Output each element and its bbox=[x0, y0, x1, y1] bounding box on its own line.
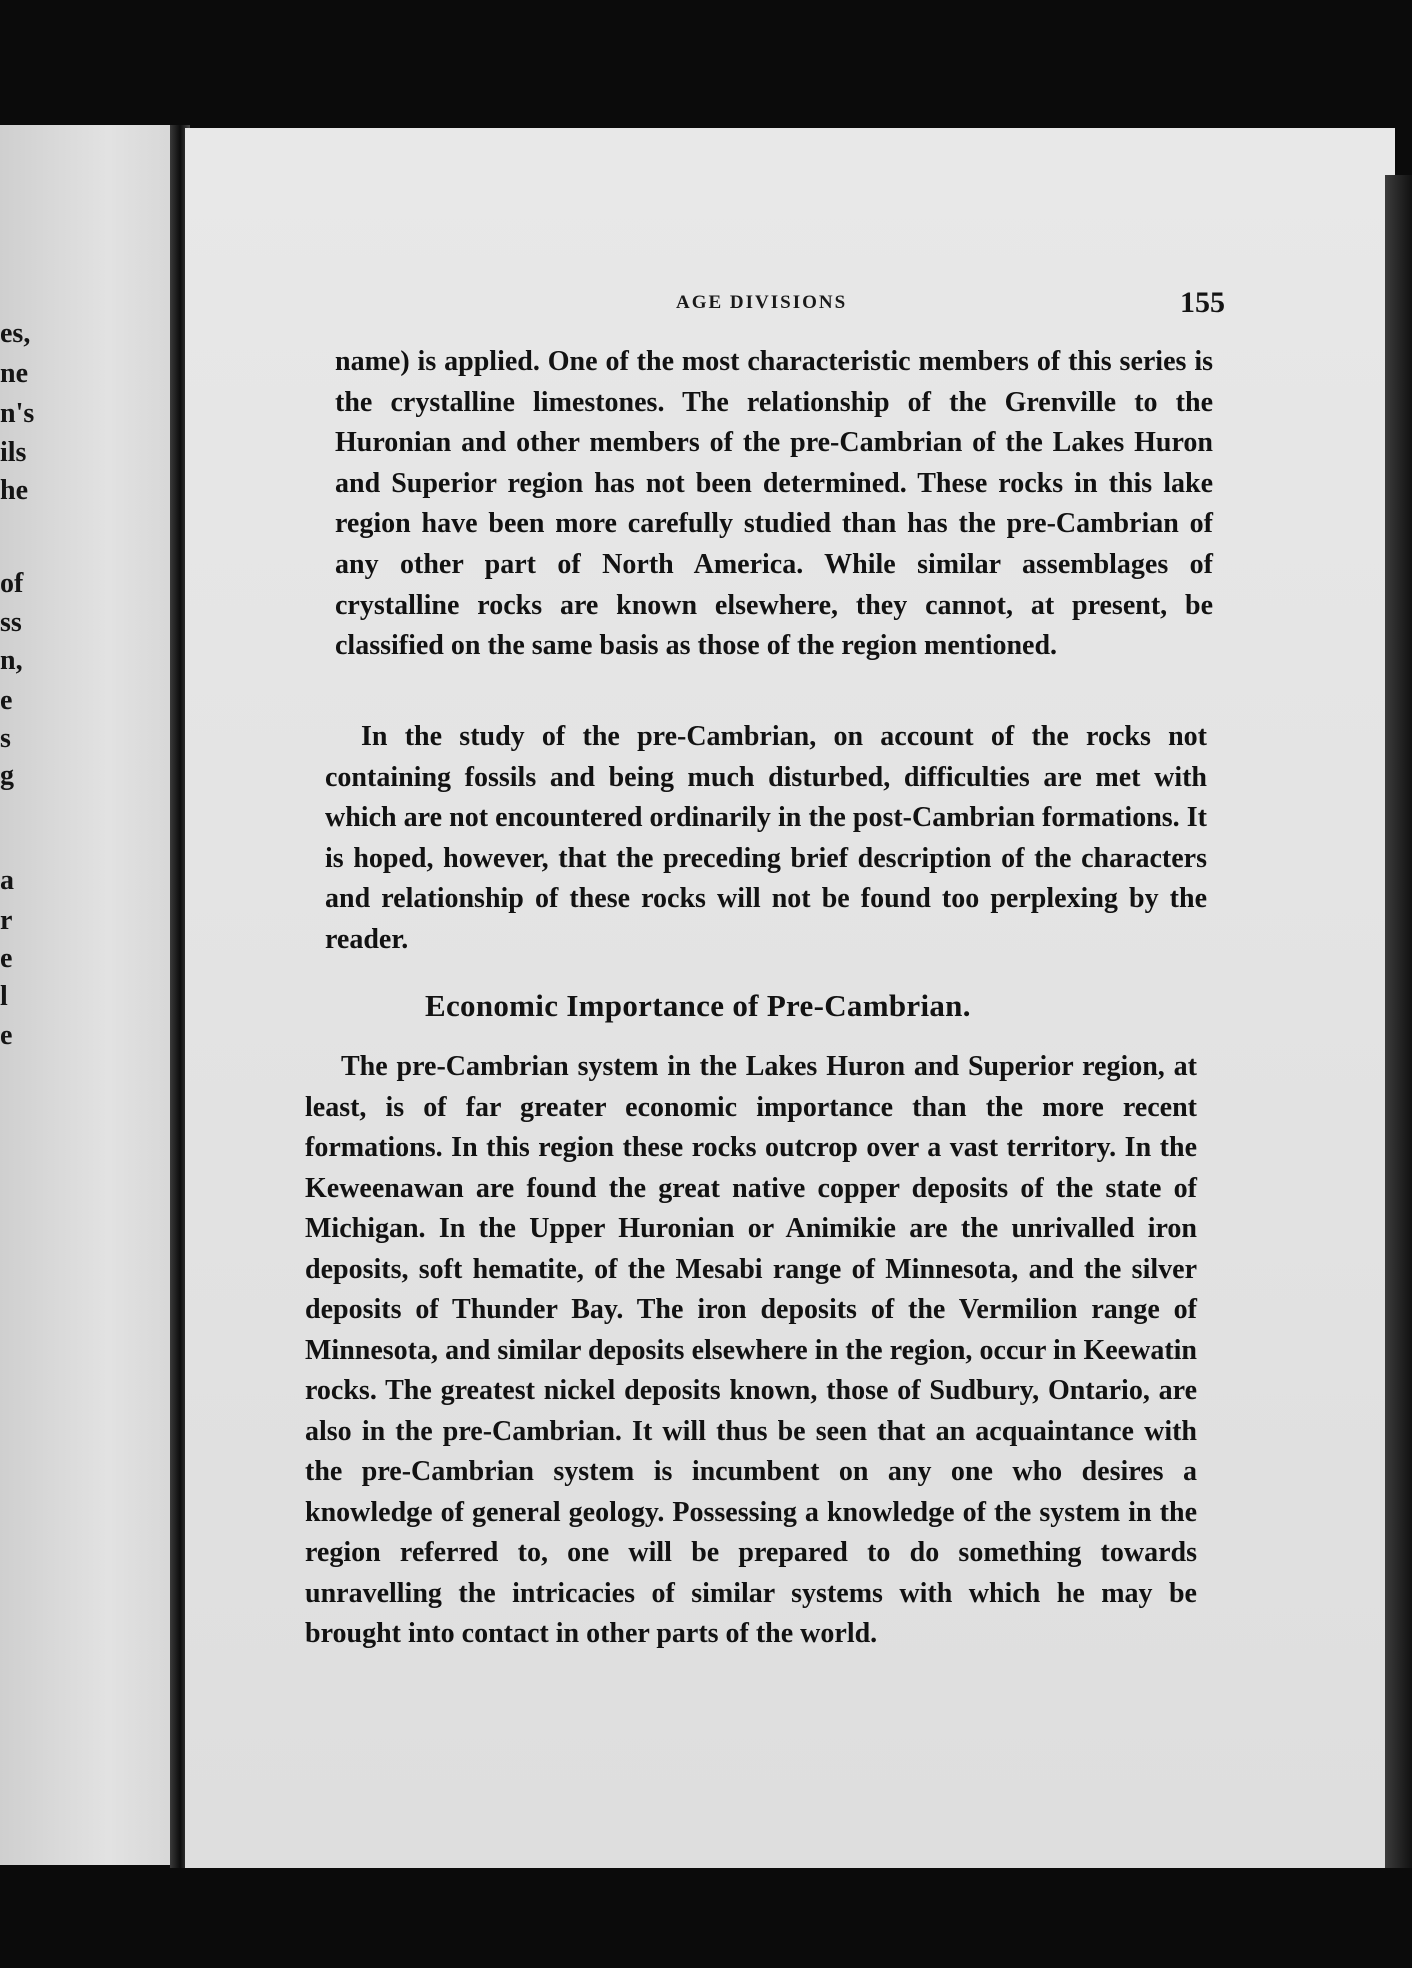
fragment: e bbox=[0, 1020, 13, 1051]
paragraph bbox=[325, 717, 1207, 961]
page-header bbox=[330, 286, 1225, 322]
paragraph-text: In the study of the pre-Cambrian, on account of the rocks not containing fossils and being much disturbed, difficulties are met with which are not encountered ordinarily in the post-Cambrian formations. It is hoped, however, that the preceding brief description of the characters and relationship of these rocks will not be found too perplexing by the reader. bbox=[325, 721, 1207, 955]
fragment: r bbox=[0, 905, 13, 936]
section-heading: Economic Importance of Pre-Cambrian. bbox=[425, 988, 971, 1023]
paragraph-text: The pre-Cambrian system in the Lakes Huron and Superior region, at least, is of far greater economic importance than the more recent formations. In this region these rocks outcrop over a vast territory. In the Keweenawan are found the great native copper deposits of the state of Michigan. In the Upper Huronian or Animikie are the unrivalled iron deposits, soft hematite, of the Mesabi range of Minnesota, and the silver deposits of Thunder Bay. The iron deposits of the Vermilion range of Minnesota, and similar deposits elsewhere in the region, occur in Keewatin rocks. The greatest nickel deposits known, those of Sudbury, Ontario, are also in the pre-Cambrian. It will thus be seen that an acquaintance with the pre-Cambrian system is incumbent on any one who desires a knowledge of general geology. Possessing a knowledge of the system in the region referred to, one will be prepared to do something towards unravelling the intricacies of similar systems with which he may be brought into contact in other parts of the world. bbox=[305, 1051, 1197, 1649]
fragment: ss bbox=[0, 607, 22, 638]
fragment: e bbox=[0, 943, 13, 974]
fragment: s bbox=[0, 723, 11, 754]
fragment: g bbox=[0, 760, 14, 791]
fragment: of bbox=[0, 568, 24, 599]
fragment: ils bbox=[0, 437, 27, 468]
page-number: 155 bbox=[1180, 286, 1225, 319]
scan-background bbox=[0, 1868, 1412, 1968]
section-paragraph bbox=[305, 1047, 1197, 1655]
running-title: AGE DIVISIONS bbox=[676, 292, 848, 313]
paragraph-text: name) is applied. One of the most characteristic members of this series is the crystalline limestones. The relationship of the Grenville to the Huronian and other members of the pre-Cambrian of the Lakes Huron and Superior region has not been determined. These rocks in this lake region have been more carefully studied than has the pre-Cambrian of any other part of North America. While similar assemblages of crystalline rocks are known elsewhere, they cannot, at present, be classified on the same basis as those of the region mentioned. bbox=[335, 346, 1213, 662]
fragment: ne bbox=[0, 358, 28, 389]
fragment: n, bbox=[0, 645, 23, 676]
fragment: l bbox=[0, 981, 8, 1012]
previous-page-edge bbox=[0, 125, 180, 1865]
paragraph-continued bbox=[335, 342, 1213, 667]
fragment: es, bbox=[0, 318, 31, 349]
page-edge-shadow bbox=[1385, 175, 1412, 1968]
fragment: a bbox=[0, 865, 14, 896]
fragment: he bbox=[0, 475, 28, 506]
fragment: e bbox=[0, 685, 13, 716]
fragment: n's bbox=[0, 398, 35, 429]
